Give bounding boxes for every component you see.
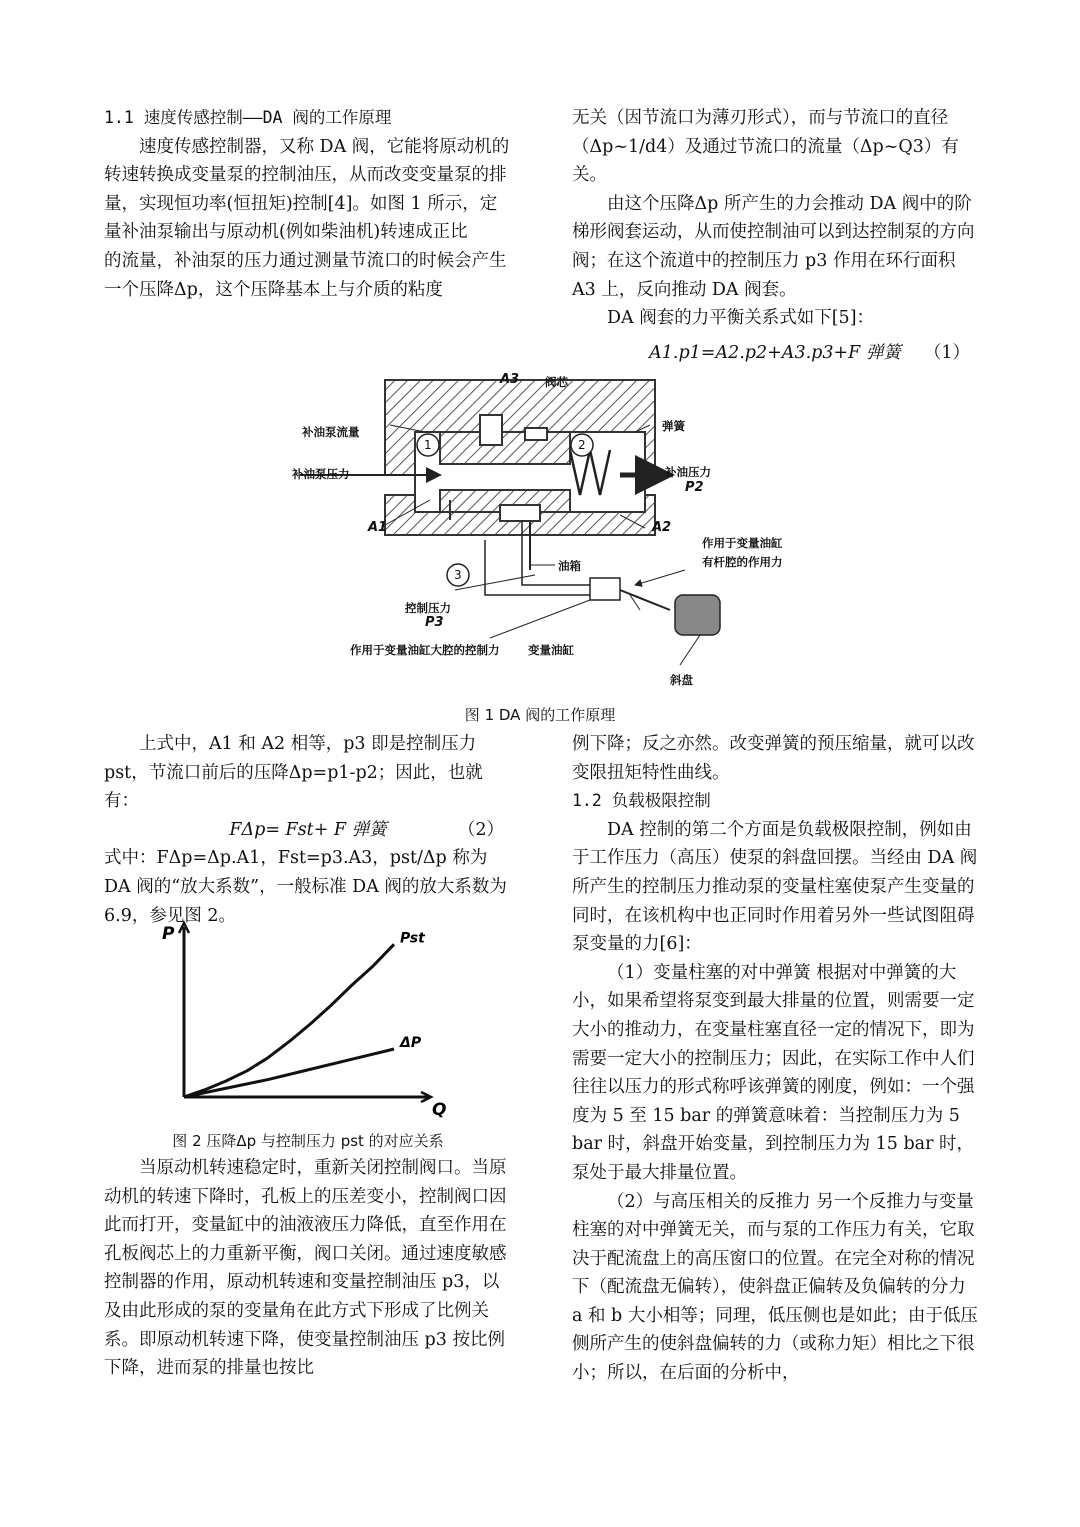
paragraph: （2）与高压相关的反推力 另一个反推力与变量柱塞的对中弹簧无关，而与泵的工作压力有关，它取决于配流盘上的高压窗口的位置。在完全对称的情况下（配流盘无偏转），使斜盘正偏转及负偏转的分力 a 和 b 大小相等；同理，低压侧也是如此；由于低压侧所产生的使斜盘偏转的力（或称力矩）相比之下很小；所以，在后面的分析中， bbox=[572, 1191, 978, 1384]
equation-2 bbox=[104, 816, 512, 845]
series-label-dp: ΔP bbox=[400, 1035, 422, 1051]
paragraph: 无关（因节流口为薄刃形式），而与节流口的直径（Δp~1/d4）及通过节流口的流量（Δp~Q3）有关。 bbox=[572, 108, 959, 186]
paragraph: 例下降；反之亦然。改变弹簧的预压缩量，就可以改变限扭矩特性曲线。 bbox=[572, 734, 975, 783]
equation-2-text: FΔp= Fst+ F 弹簧 bbox=[229, 819, 387, 840]
equation-1-text: A1.p1=A2.p2+A3.p3+F 弹簧 bbox=[649, 342, 901, 363]
x-axis-label: Q bbox=[432, 1100, 447, 1120]
series-line-dp bbox=[184, 1049, 394, 1097]
section-heading-1-2: 1.2 负载极限控制 bbox=[572, 791, 711, 811]
label-control-pressure: 控制压力 bbox=[405, 601, 451, 615]
label-circle-3: 3 bbox=[454, 568, 462, 582]
paragraph: 式中：FΔp=Δp.A1，Fst=p3.A3，pst/Δp 称为 DA 阀的“放大系数”，一般标准 DA 阀的放大系数为 6.9，参见图 2。 bbox=[104, 848, 507, 926]
label-spring: 弹簧 bbox=[662, 419, 685, 433]
label-a1: A1 bbox=[368, 520, 388, 535]
series-label-pst: Pst bbox=[400, 930, 425, 947]
paragraph: 的流量，补油泵的压力通过测量节流口的时候会产生一个压降Δp，这个压降基本上与介质的粘度 bbox=[104, 250, 507, 300]
label-valve-core: 阀芯 bbox=[545, 375, 568, 389]
paragraph: DA 控制的第二个方面是负载极限控制，例如由于工作压力（高压）使泵的斜盘回摆。当经由 DA 阀所产生的控制压力推动泵的变量柱塞使泵产生变量的同时，在该机构中也正同时作用着另外一些试图阻碍泵变量的力[6]： bbox=[572, 819, 978, 955]
label-boost-pressure: 补油压力 bbox=[665, 465, 711, 479]
right-column-top bbox=[572, 104, 978, 367]
left-column-top bbox=[104, 104, 512, 304]
label-tank: 油箱 bbox=[558, 559, 581, 573]
equation-1 bbox=[572, 339, 978, 368]
label-circle-2: 2 bbox=[578, 438, 586, 452]
label-a2: A2 bbox=[652, 520, 672, 535]
label-p3: P3 bbox=[425, 615, 444, 630]
left-column-bottom bbox=[104, 730, 512, 930]
figure-1 bbox=[290, 370, 810, 700]
paragraph: （1）变量柱塞的对中弹簧 根据对中弹簧的大小，如果希望将泵变到最大排量的位置，则需要一定大小的推动力，在变量柱塞直径一定的情况下，即为需要一定大小的控制压力；因此，在实际工作中人们往往以压力的形式称呼该弹簧的刚度，例如：一个强度为 5 至 15 bar 的弹簧意味着：当控制压力为 5 bar 时，斜盘开始变量，到控制压力为 15 bar 时，泵处于最大排量位置。 bbox=[572, 962, 975, 1183]
paragraph: 当原动机转速稳定时，重新关闭控制阀口。当原动机的转速下降时，孔板上的压差变小，控制阀口因此而打开，变量缸中的油液液压力降低，直至作用在孔板阀芯上的力重新平衡，阀口关闭。通过速度敏感控制器的作用，原动机转速和变量控制油压 p3，以及由此形成的泵的变量角在此方式下形成了比例关系。即原动机转速下降，使变量控制油压 p3 按比例下降，进而泵的排量也按比 bbox=[104, 1158, 507, 1379]
label-pump-flow: 补油泵流量 bbox=[302, 425, 360, 439]
label-swash-plate: 斜盘 bbox=[670, 673, 693, 687]
paragraph: 由这个压降Δp 所产生的力会推动 DA 阀中的阶梯形阀套运动，从而使控制油可以到达控制泵的方向阀；在这个流道中的控制压力 p3 作用在环行面积 A3 上，反向推动 DA 阀套。 bbox=[572, 193, 975, 300]
figure-2-caption: 图 2 压降Δp 与控制压力 pst 的对应关系 bbox=[172, 1132, 444, 1150]
label-circle-1: 1 bbox=[424, 438, 432, 452]
left-column-final bbox=[104, 1154, 512, 1383]
label-cylinder: 变量油缸 bbox=[528, 643, 574, 657]
section-heading-1-1: 1.1 速度传感控制——DA 阀的工作原理 bbox=[104, 108, 392, 127]
equation-2-number: （2） bbox=[457, 819, 504, 840]
label-p2: P2 bbox=[685, 480, 704, 495]
paragraph: 速度传感控制器，又称 DA 阀，它能将原动机的转速转换成变量泵的控制油压，从而改变变量泵的排量，实现恒功率(恒扭矩)控制[4]。如图 1 所示，定量补油泵输出与原动机(例如柴油机)转速成正比 bbox=[104, 136, 510, 243]
label-pump-pressure: 补油泵压力 bbox=[292, 467, 350, 481]
label-rod-force-line1: 作用于变量油缸 bbox=[702, 536, 783, 550]
chart-pst-vs-dp bbox=[150, 912, 450, 1122]
figure-2 bbox=[150, 912, 450, 1122]
label-a3: A3 bbox=[500, 372, 520, 387]
equation-1-number: （1） bbox=[923, 342, 970, 363]
paragraph: 上式中，A1 和 A2 相等，p3 即是控制压力 pst，节流口前后的压降Δp=p1-p2；因此，也就有： bbox=[104, 734, 483, 812]
label-big-chamber-force: 作用于变量油缸大腔的控制力 bbox=[350, 643, 500, 657]
label-rod-force-line2: 有杆腔的作用力 bbox=[702, 555, 783, 569]
right-column-bottom bbox=[572, 730, 978, 1388]
y-axis-label: P bbox=[162, 924, 175, 944]
paragraph: DA 阀套的力平衡关系式如下[5]： bbox=[607, 308, 875, 329]
figure-1-caption: 图 1 DA 阀的工作原理 bbox=[464, 706, 616, 724]
